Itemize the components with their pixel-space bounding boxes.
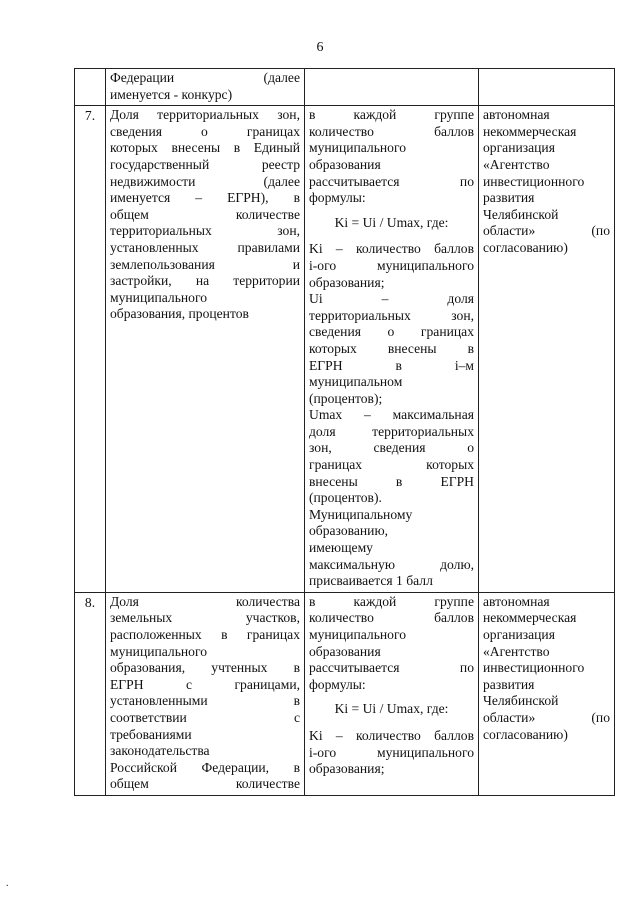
text-line: согласованию) — [483, 726, 568, 742]
text-line: законодательства — [110, 743, 210, 759]
text-line: (процентов); — [309, 390, 383, 406]
text-line: Umax – максимальная — [309, 407, 474, 423]
text-line: развития — [483, 190, 535, 206]
text-line: сведения о границах — [110, 123, 300, 139]
table-row-7 — [75, 106, 615, 593]
scan-mark: . — [6, 878, 9, 889]
text-line: установленных правилами — [110, 239, 300, 255]
text-line: общем количестве — [110, 776, 300, 792]
text-line: муниципального — [309, 140, 407, 156]
text-line: ЕГРН в i–м — [309, 357, 474, 373]
text-line: Федерации (далее — [110, 70, 300, 85]
text-line: муниципального — [110, 643, 208, 659]
cell-method — [305, 69, 479, 106]
text-line: области» (по — [483, 709, 610, 725]
text-line: Доля количества — [110, 593, 300, 609]
text-line: автономная — [483, 593, 550, 609]
text-line: именуется - конкурс) — [110, 86, 233, 102]
cell-source — [479, 592, 615, 795]
text-line: некоммерческая — [483, 610, 577, 626]
text-line: в каждой группе — [309, 107, 474, 123]
table-row-continued — [75, 69, 615, 106]
text-line: внесены в ЕГРН — [309, 473, 474, 489]
text-line: зон, сведения о — [309, 440, 474, 456]
criteria-table — [74, 68, 615, 796]
text-line: муниципального — [309, 627, 407, 642]
text-line: Муниципальному — [309, 506, 413, 522]
text-line: максимальную долю, — [309, 556, 474, 572]
text-line: некоммерческая — [483, 123, 577, 139]
text-line: присваивается 1 балл — [309, 573, 433, 589]
cell-source — [479, 106, 615, 593]
table-row-8 — [75, 592, 615, 795]
text-line: требованиями — [110, 726, 192, 742]
text-line: которых внесены в — [309, 340, 474, 356]
text-line: Челябинской — [483, 206, 559, 222]
method-intro — [309, 107, 474, 207]
text-line: земельных участков, — [110, 610, 300, 626]
text-line: инвестиционного — [483, 173, 585, 189]
text-line: формулы: — [309, 190, 366, 206]
text-line: Ui – доля — [309, 291, 474, 307]
text-line: организация — [483, 140, 555, 156]
method-definitions — [309, 728, 474, 778]
text-line: автономная — [483, 107, 550, 123]
text-line: количество баллов — [309, 123, 474, 139]
text-line: образования, процентов — [110, 306, 249, 322]
formula: Ki = Ui / Umax, где: — [334, 701, 449, 717]
text-line: i-ого муниципального — [309, 744, 474, 760]
text-line: образования — [309, 156, 381, 172]
text-line: расположенных в границах — [110, 627, 300, 642]
text-line: i-ого муниципального — [309, 257, 474, 273]
text-line: недвижимости (далее — [110, 173, 300, 189]
text-line: территориальных зон, — [110, 223, 300, 239]
text-line: образованию, — [309, 523, 389, 539]
text-line: инвестиционного — [483, 660, 585, 676]
text-line: (процентов). — [309, 490, 382, 506]
text-line: количество баллов — [309, 610, 474, 626]
cell-method — [305, 592, 479, 795]
text-line: образования; — [309, 274, 385, 290]
text-line: организация — [483, 627, 555, 642]
text-line: соответствии с — [110, 709, 300, 725]
text-line: рассчитывается по — [309, 173, 474, 189]
text-line: развития — [483, 676, 535, 692]
page-number: 6 — [316, 40, 324, 55]
text-line: рассчитывается по — [309, 660, 474, 676]
text-line: границах которых — [309, 457, 474, 473]
text-line: образования — [309, 643, 381, 659]
cell-indicator — [106, 69, 305, 106]
text-line: именуется – ЕГРН), в — [110, 190, 300, 206]
cell-number — [75, 69, 106, 106]
text-line: которых внесены в Единый — [110, 140, 300, 156]
cell-number: 7. — [75, 106, 106, 593]
text-line: муниципальном — [309, 374, 403, 390]
text-line: сведения о границах — [309, 324, 474, 340]
text-line: доля территориальных — [309, 423, 474, 439]
text-line: имеющему — [309, 540, 373, 556]
text-line: Ki – количество баллов — [309, 241, 474, 257]
text-line: «Агентство — [483, 156, 550, 172]
text-line: Ki – количество баллов — [309, 727, 474, 743]
text-line: формулы: — [309, 676, 366, 692]
text-line: «Агентство — [483, 643, 550, 659]
cell-number: 8. — [75, 592, 106, 795]
text-line: образования, учтенных в — [110, 660, 300, 676]
text-line: общем количестве — [110, 206, 300, 222]
formula: Ki = Ui / Umax, где: — [334, 214, 449, 230]
cell-indicator — [106, 106, 305, 593]
cell-source — [479, 69, 615, 106]
text-line: области» (по — [483, 223, 610, 239]
text-line: застройки, на территории — [110, 273, 300, 289]
text-line: согласованию) — [483, 239, 568, 255]
cell-method — [305, 106, 479, 593]
text-line: муниципального — [110, 289, 208, 305]
method-definitions — [309, 241, 474, 589]
text-line: ЕГРН с границами, — [110, 676, 300, 692]
text-line: государственный реестр — [110, 156, 300, 172]
text-line: образования; — [309, 761, 385, 777]
text-line: землепользования и — [110, 256, 300, 272]
text-line: установленными в — [110, 693, 300, 709]
method-intro — [309, 594, 474, 694]
text-line: в каждой группе — [309, 593, 474, 609]
text-line: Доля территориальных зон, — [110, 107, 300, 123]
text-line: Челябинской — [483, 693, 559, 709]
cell-indicator — [106, 592, 305, 795]
text-line: территориальных зон, — [309, 307, 474, 323]
text-line: Российской Федерации, в — [110, 759, 300, 775]
